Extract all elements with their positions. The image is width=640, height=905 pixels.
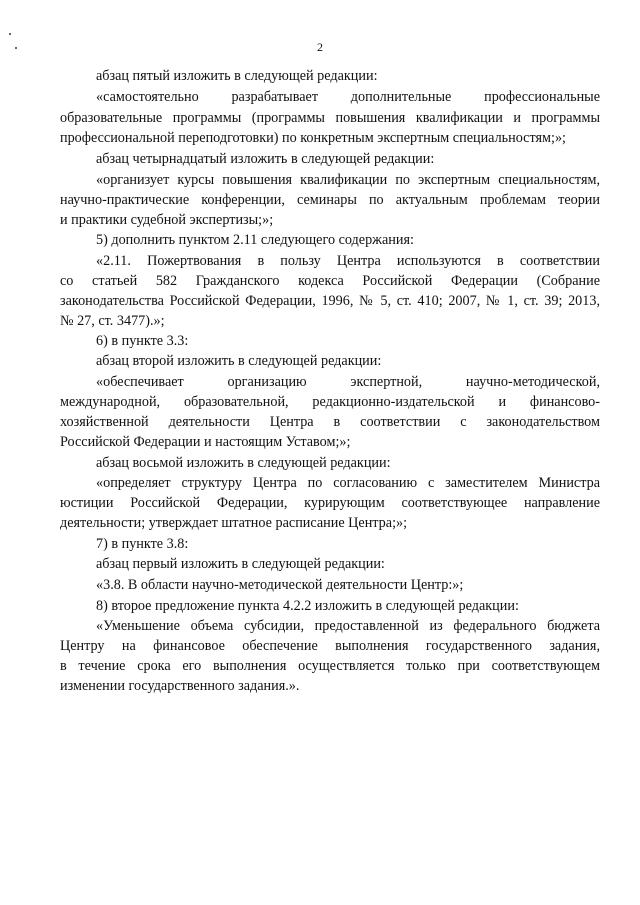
scan-speck (9, 33, 11, 35)
text-line: «Уменьшение объема субсидии, предоставленной из федерального бюджета (96, 618, 600, 634)
text-line: «3.8. В области научно-методической деятельности Центр:»; (96, 577, 464, 593)
text-line: 8) второе предложение пункта 4.2.2 изложить в следующей редакции: (96, 598, 519, 614)
text-line: 7) в пункте 3.8: (96, 536, 189, 552)
text-line: «самостоятельно разрабатывает дополнительные профессиональные (96, 89, 600, 105)
text-line: международной, образовательной, редакционно-издательской и финансово- (60, 394, 600, 410)
text-line: «обеспечивает организацию экспертной, научно-методической, (96, 374, 600, 390)
text-line: со статьей 582 Гражданского кодекса Российской Федерации (Собрание (60, 273, 600, 289)
text-line: абзац пятый изложить в следующей редакции: (96, 68, 378, 84)
text-line: Центру на финансовое обеспечение выполнения государственного задания, (60, 638, 600, 654)
text-line: абзац второй изложить в следующей редакции: (96, 353, 382, 369)
text-line: в течение срока его выполнения осуществляется только при соответствующем (60, 658, 600, 674)
text-line: и практики судебной экспертизы;»; (60, 212, 274, 228)
text-line: «определяет структуру Центра по согласованию с заместителем Министра (96, 475, 600, 491)
text-line: «организует курсы повышения квалификации по экспертным специальностям, (96, 172, 600, 188)
text-line: изменении государственного задания.». (60, 678, 300, 694)
text-line: профессиональной переподготовки) по конкретным экспертным специальностям;»; (60, 130, 566, 146)
text-line: хозяйственной деятельности Центра в соответствии с законодательством (60, 414, 600, 430)
text-line: юстиции Российской Федерации, курирующим соответствующее направление (60, 495, 600, 511)
text-line: законодательства Российской Федерации, 1996, № 5, ст. 410; 2007, № 1, ст. 39; 2013, (60, 293, 600, 309)
text-line: абзац восьмой изложить в следующей редакции: (96, 455, 391, 471)
text-line: научно-практические конференции, семинары по актуальным проблемам теории (60, 192, 600, 208)
text-line: 6) в пункте 3.3: (96, 333, 189, 349)
text-line: № 27, ст. 3477).»; (60, 313, 165, 329)
page-number: 2 (317, 40, 323, 54)
text-line: Российской Федерации и настоящим Уставом;»; (60, 434, 351, 450)
text-line: деятельности; утверждает штатное расписание Центра;»; (60, 515, 408, 531)
text-line: образовательные программы (программы повышения квалификации и программы (60, 110, 600, 126)
text-line: «2.11. Пожертвования в пользу Центра используются в соответствии (96, 253, 600, 269)
text-line: абзац четырнадцатый изложить в следующей редакции: (96, 151, 435, 167)
text-line: 5) дополнить пунктом 2.11 следующего содержания: (96, 232, 414, 248)
text-line: абзац первый изложить в следующей редакции: (96, 556, 385, 572)
